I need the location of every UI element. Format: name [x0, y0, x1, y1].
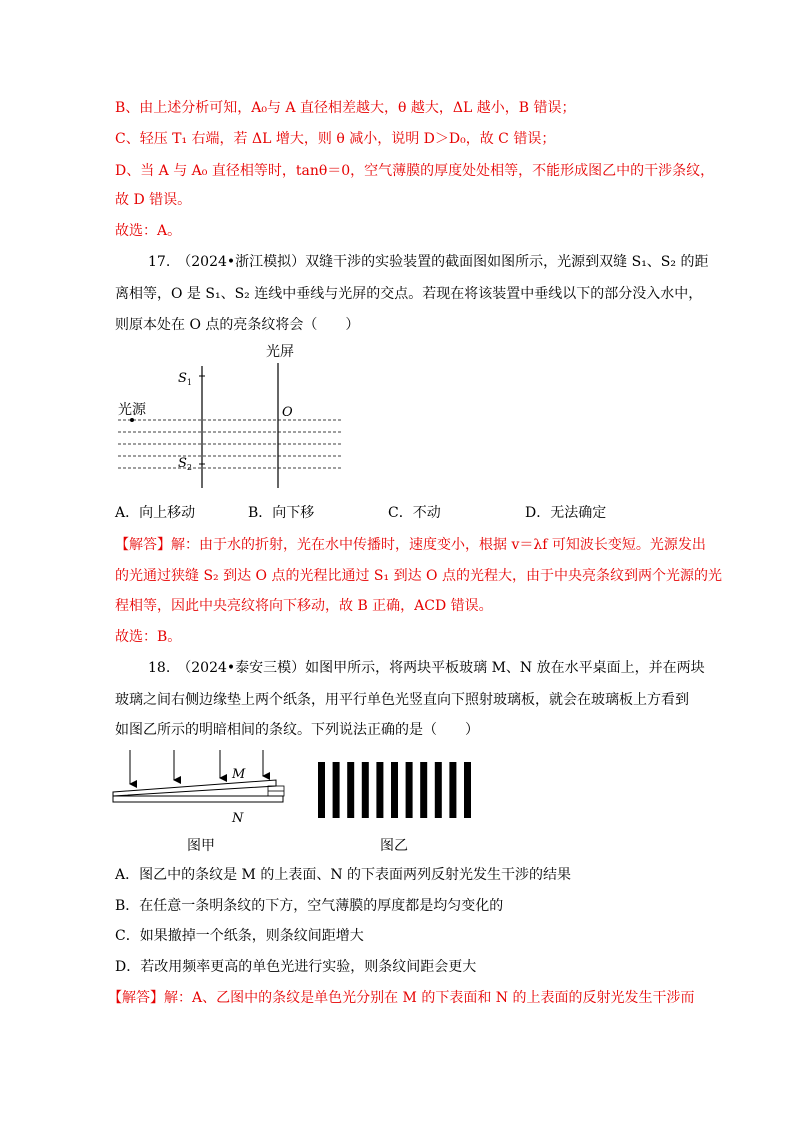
dark-stripe	[333, 762, 340, 818]
s2-label: $S_2$	[178, 456, 192, 472]
q17-option-c[interactable]: C．不动	[388, 505, 441, 521]
q18-solution-line1: 【解答】解：A、乙图中的条纹是单色光分别在 M 的下表面和 N 的上表面的反射光发生干涉而	[108, 990, 695, 1006]
m-label: M	[232, 767, 246, 782]
q17-solution-line2: 的光通过狭缝 S₂ 到达 O 点的光程比通过 S₁ 到达 O 点的光程大，由于中央亮条纹到两个光源的光	[115, 568, 722, 584]
q17-option-a[interactable]: A．向上移动	[115, 505, 196, 521]
q17-answer: 故选：B。	[115, 629, 182, 645]
dark-stripe	[420, 762, 427, 818]
q17-stem-line1: 17. （2024•浙江模拟）双缝干涉的实验装置的截面图如图所示，光源到双缝 S₁、S₂ 的距	[148, 254, 709, 270]
prev-answer: 故选：A。	[115, 223, 182, 239]
dark-stripe	[464, 762, 471, 818]
o-label: O	[282, 405, 293, 420]
q17-solution-line1: 【解答】解：由于水的折射，光在水中传播时，速度变小，根据 v＝λf 可知波长变短。光源发出	[115, 537, 706, 553]
q17-option-b[interactable]: B．向下移	[248, 505, 315, 521]
q18-stem-line1: 18. （2024•泰安三模）如图甲所示，将两块平板玻璃 M、N 放在水平桌面上，并在两块	[148, 660, 705, 676]
prev-solution-line-d1: D、当 A 与 A₀ 直径相等时，tanθ＝0，空气薄膜的厚度处处相等，不能形成图乙中的干涉条纹，	[115, 163, 715, 179]
screen-label: 光屏	[266, 344, 294, 360]
q18-figure-jia-caption: 图甲	[187, 838, 215, 854]
dark-stripe	[391, 762, 398, 818]
dark-stripe	[362, 762, 369, 818]
prev-solution-line-b: B、由上述分析可知，A₀与 A 直径相差越大，θ 越大，ΔL 越小，B 错误；	[115, 100, 576, 116]
q17-stem-line3: 则原本处在 O 点的亮条纹将会（ ）	[115, 317, 360, 333]
n-label: N	[232, 811, 244, 826]
dark-stripe	[449, 762, 456, 818]
q17-figure	[110, 338, 360, 498]
q18-stem-line2: 玻璃之间右侧边缘垫上两个纸条，用平行单色光竖直向下照射玻璃板，就会在玻璃板上方看到	[115, 692, 689, 708]
q18-option-b[interactable]: B．在任意一条明条纹的下方，空气薄膜的厚度都是均匀变化的	[115, 898, 504, 914]
q17-solution-line3: 程相等，因此中央亮纹将向下移动，故 B 正确，ACD 错误。	[115, 598, 493, 614]
light-source-dot	[130, 418, 134, 422]
dark-stripe	[347, 762, 354, 818]
s1-label: $S_1$	[178, 371, 192, 387]
q18-figure-yi-caption: 图乙	[380, 838, 408, 854]
q18-option-a[interactable]: A．图乙中的条纹是 M 的上表面、N 的下表面两列反射光发生干涉的结果	[115, 867, 572, 883]
q17-option-d[interactable]: D．无法确定	[525, 505, 607, 521]
q18-figure-yi	[316, 762, 476, 818]
prev-solution-line-d2: 故 D 错误。	[115, 192, 192, 208]
q18-option-c[interactable]: C．如果撤掉一个纸条，则条纹间距增大	[115, 928, 364, 944]
q17-stem-line2: 离相等，O 是 S₁、S₂ 连线中垂线与光屏的交点。若现在将该装置中垂线以下的部分没入水中，	[115, 286, 703, 302]
q18-option-d[interactable]: D．若改用频率更高的单色光进行实验，则条纹间距会更大	[115, 959, 477, 975]
dark-stripe	[406, 762, 413, 818]
dark-stripe	[435, 762, 442, 818]
prev-solution-line-c: C、轻压 T₁ 右端，若 ΔL 增大，则 θ 减小，说明 D＞D₀，故 C 错误；	[115, 131, 556, 147]
source-label: 光源	[118, 402, 146, 418]
dark-stripe	[318, 762, 325, 818]
dark-stripe	[376, 762, 383, 818]
q18-stem-line3: 如图乙所示的明暗相间的条纹。下列说法正确的是（ ）	[115, 722, 479, 738]
